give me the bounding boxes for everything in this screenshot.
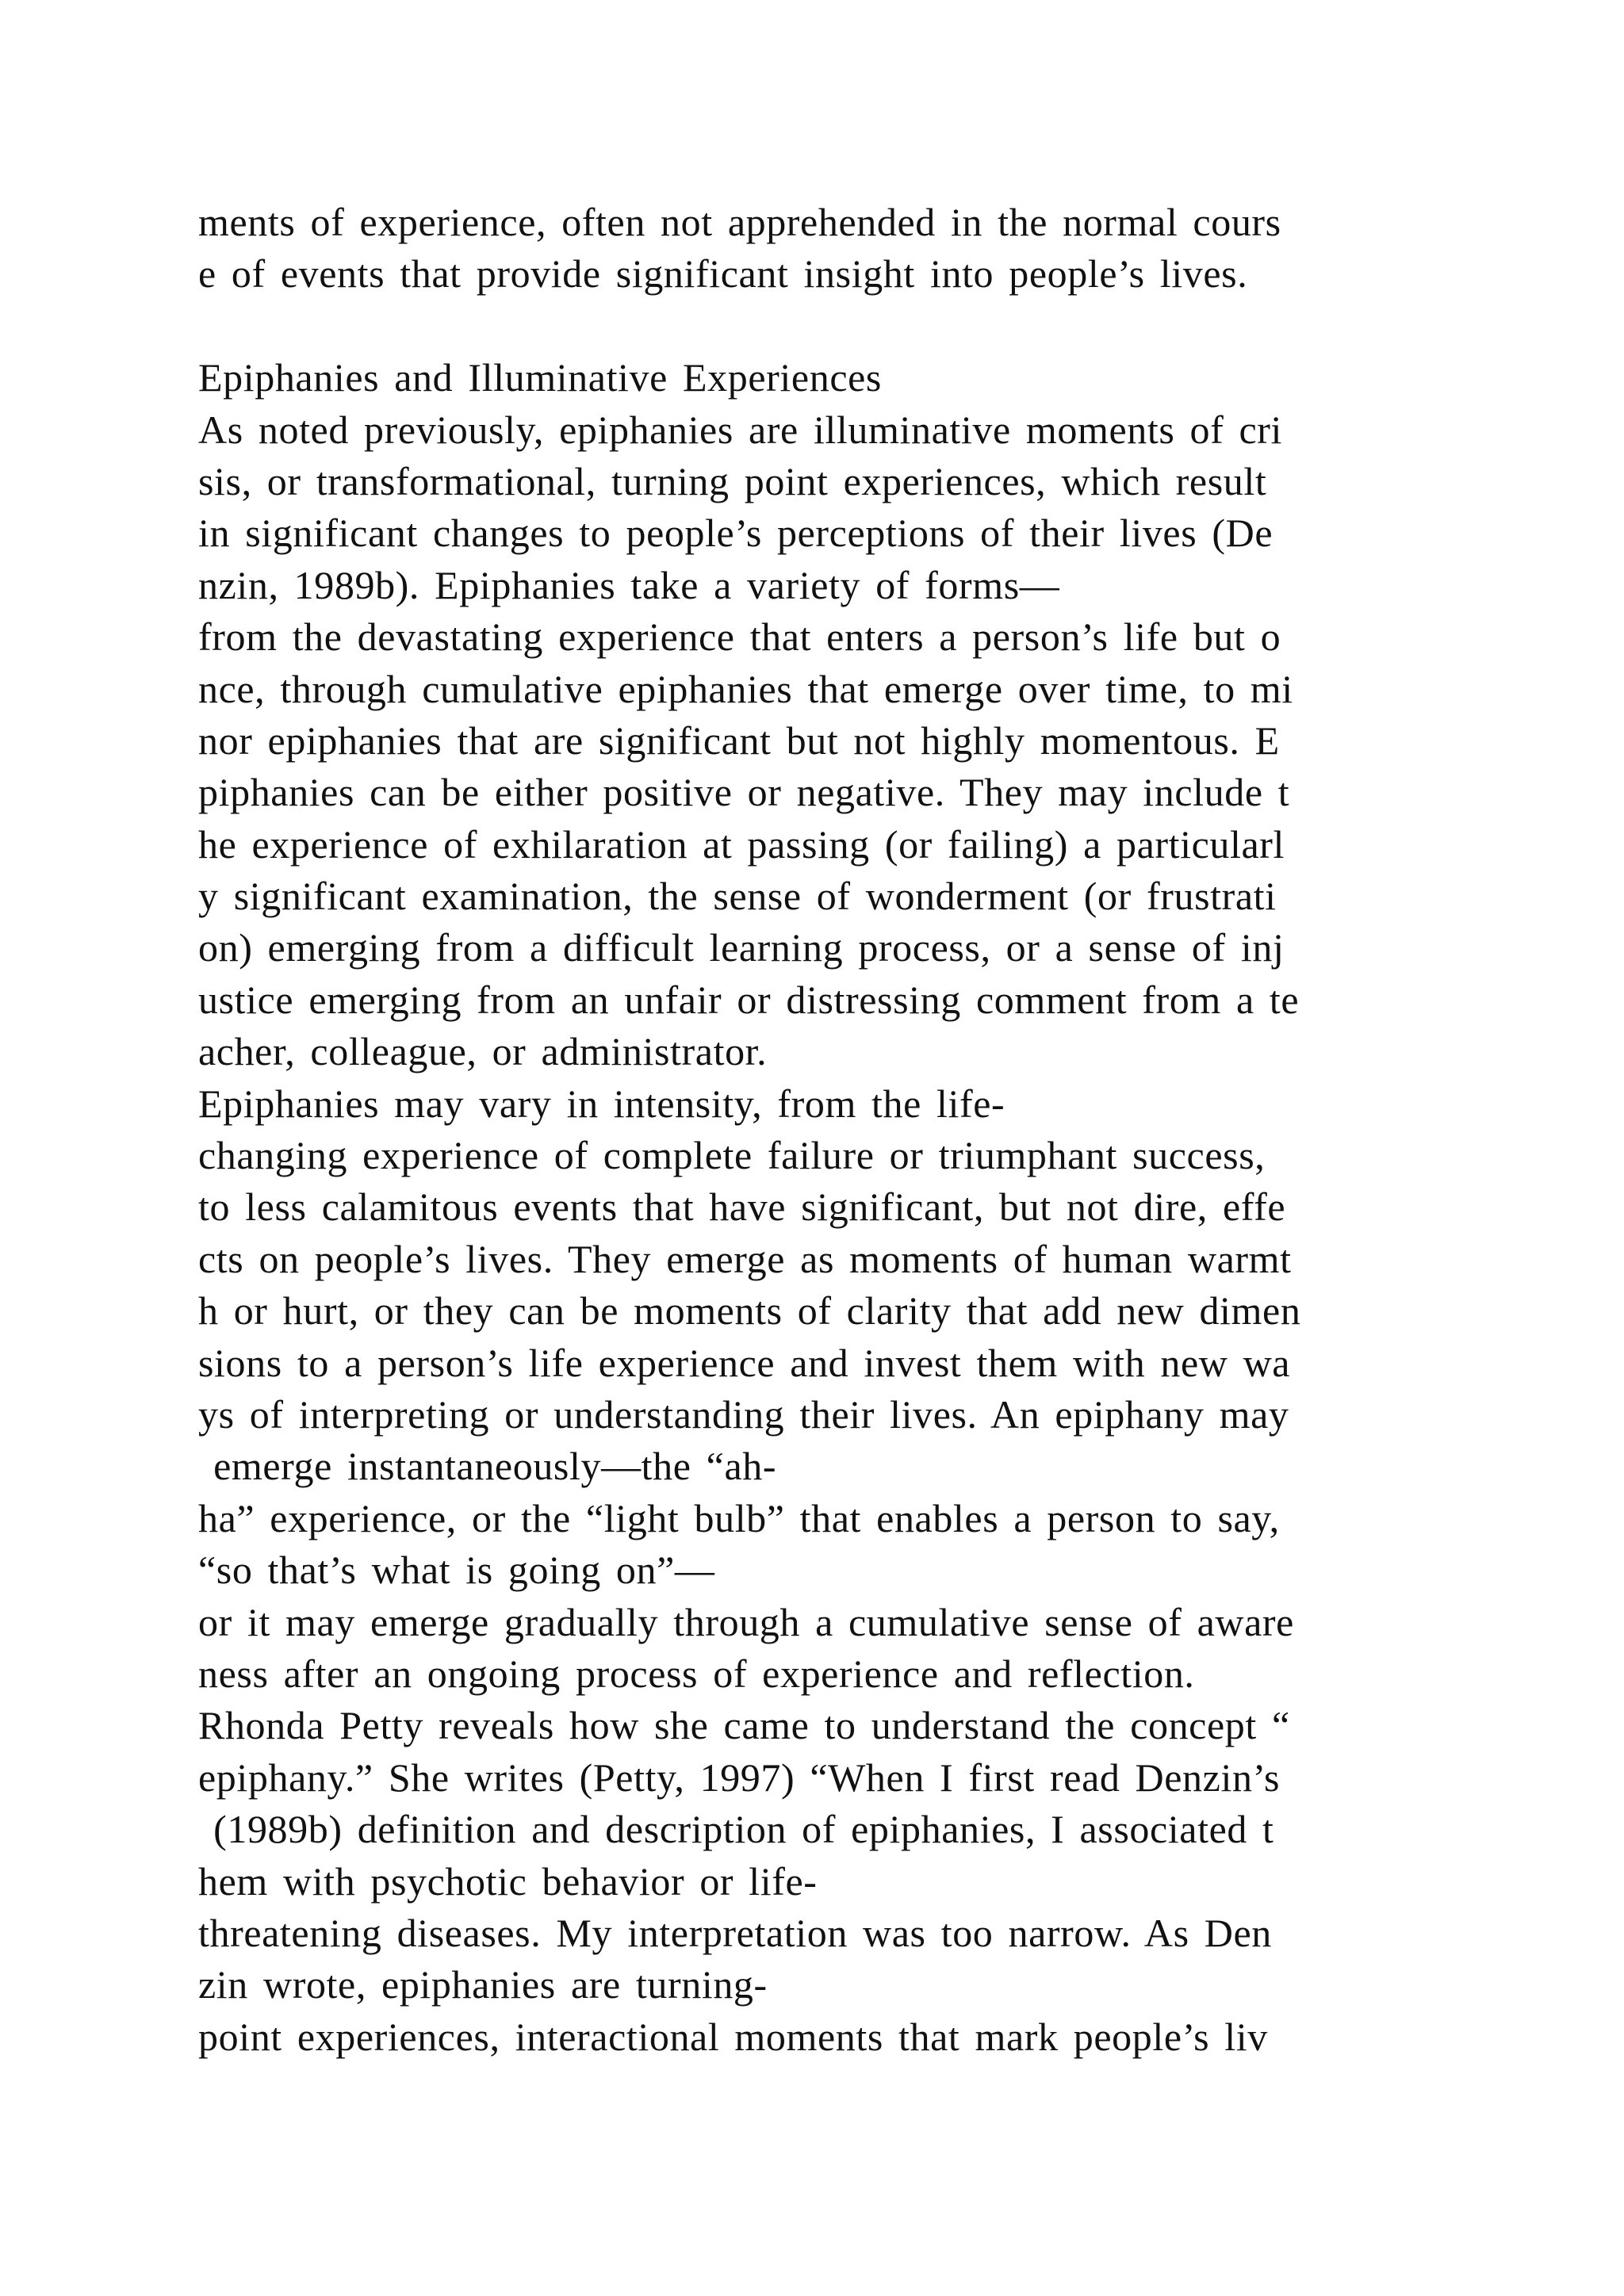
text-line: point experiences, interactional moments that mark people’s liv: [198, 2014, 1268, 2059]
blank-line: [198, 300, 1443, 352]
text-line: nor epiphanies that are significant but not highly momentous. E: [198, 718, 1280, 763]
text-line: or it may emerge gradually through a cumulative sense of aware: [198, 1599, 1294, 1644]
body-text: [198, 197, 1443, 2063]
text-line: ha” experience, or the “light bulb” that enables a person to say,: [198, 1495, 1280, 1540]
text-line: e of events that provide significant insight into people’s lives.: [198, 251, 1248, 297]
text-line: from the devastating experience that enters a person’s life but o: [198, 614, 1281, 660]
text-line: hem with psychotic behavior or life-: [198, 1858, 818, 1904]
text-line: Rhonda Petty reveals how she came to understand the concept “: [198, 1703, 1290, 1748]
text-line: on) emerging from a difficult learning process, or a sense of inj: [198, 925, 1285, 970]
text-line: to less calamitous events that have significant, but not dire, effe: [198, 1184, 1286, 1230]
text-line: emerge instantaneously—the “ah-: [198, 1444, 777, 1489]
text-line: sions to a person’s life experience and invest them with new wa: [198, 1340, 1291, 1385]
text-line: As noted previously, epiphanies are illuminative moments of cri: [198, 407, 1282, 452]
text-line: ys of interpreting or understanding their lives. An epiphany may: [198, 1391, 1289, 1437]
text-line: acher, colleague, or administrator.: [198, 1029, 768, 1074]
section-heading: Epiphanies and Illuminative Experiences: [198, 355, 882, 400]
text-line: (1989b) definition and description of epiphanies, I associated t: [198, 1807, 1274, 1852]
text-line: sis, or transformational, turning point experiences, which result: [198, 458, 1267, 503]
text-line: piphanies can be either positive or negative. They may include t: [198, 770, 1290, 815]
text-line: nzin, 1989b). Epiphanies take a variety of forms—: [198, 562, 1060, 607]
text-line: he experience of exhilaration at passing (or failing) a particularl: [198, 821, 1285, 867]
text-line: threatening diseases. My interpretation was too narrow. As Den: [198, 1910, 1272, 1955]
text-line: ness after an ongoing process of experience and reflection.: [198, 1651, 1195, 1696]
text-line: epiphany.” She writes (Petty, 1997) “When I first read Denzin’s: [198, 1755, 1281, 1800]
text-line: Epiphanies may vary in intensity, from the life-: [198, 1081, 1005, 1126]
text-line: nce, through cumulative epiphanies that emerge over time, to mi: [198, 666, 1293, 711]
text-line: in significant changes to people’s perceptions of their lives (De: [198, 511, 1274, 556]
text-line: y significant examination, the sense of wonderment (or frustrati: [198, 874, 1277, 919]
text-line: ustice emerging from an unfair or distressing comment from a te: [198, 977, 1300, 1022]
text-line: “so that’s what is going on”—: [198, 1548, 715, 1593]
text-line: ments of experience, often not apprehended in the normal cours: [198, 200, 1281, 244]
text-line: cts on people’s lives. They emerge as moments of human warmt: [198, 1236, 1292, 1281]
text-line: zin wrote, epiphanies are turning-: [198, 1962, 768, 2007]
text-line: h or hurt, or they can be moments of clarity that add new dimen: [198, 1288, 1301, 1334]
text-line: changing experience of complete failure or triumphant success,: [198, 1133, 1266, 1178]
